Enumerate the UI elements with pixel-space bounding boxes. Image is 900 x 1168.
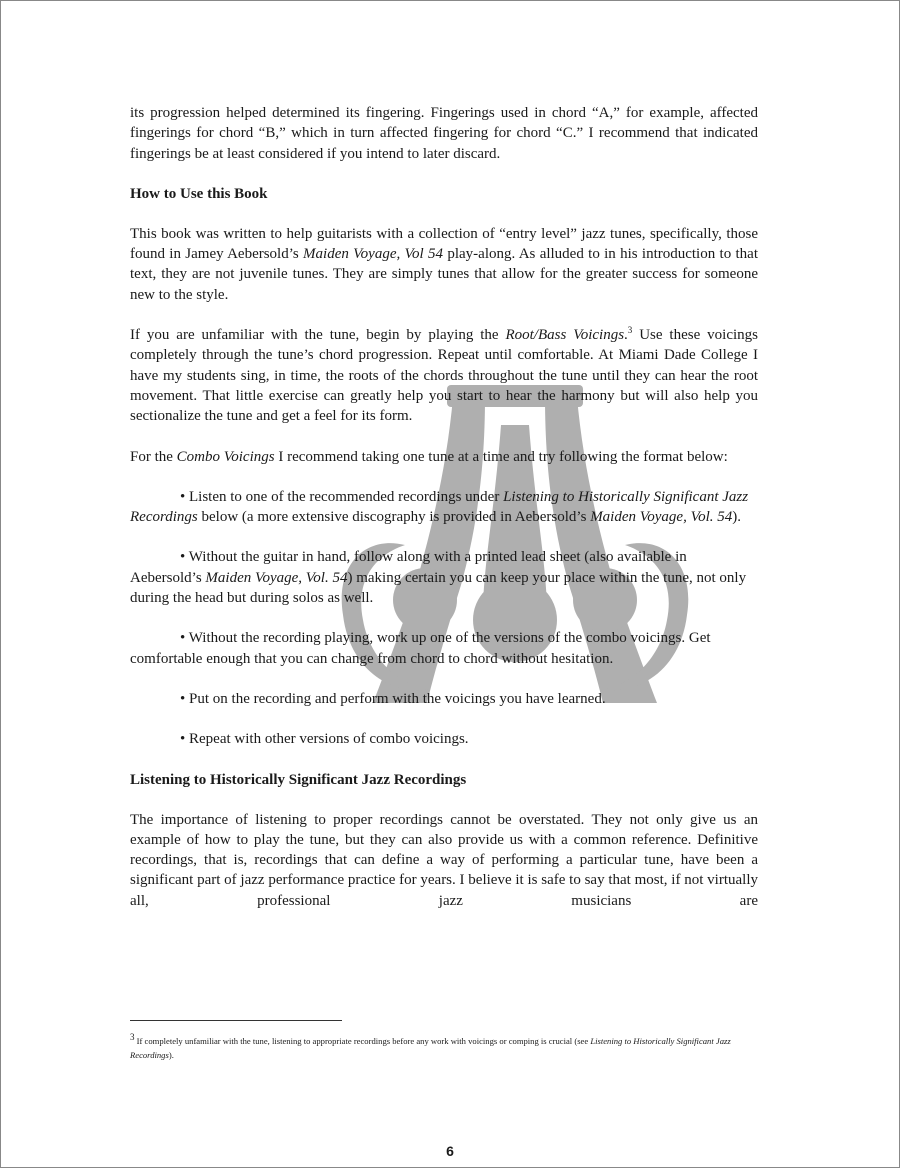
text-run: For the (130, 448, 177, 465)
section-heading-listening: Listening to Historically Significant Jazz Recordings (130, 771, 467, 788)
text-run: ). (732, 509, 741, 526)
book-title: Maiden Voyage, Vol. 54 (205, 569, 348, 586)
footnote-divider (130, 1020, 342, 1021)
bullet-item-4 (130, 689, 758, 709)
bullet-item-5 (130, 729, 758, 749)
text-run: Put on the recording and perform with the voicings you have learned. (185, 690, 606, 707)
page-number: 6 (446, 1143, 454, 1159)
intro-paragraph: its progression helped determined its fingering. Fingerings used in chord “A,” for example, affected fingerings for chord “B,” which in turn affected fingering for chord “C.” I recommend that indicated fingerings be at least considered if you intend to later discard. (130, 105, 758, 162)
bullet-item-3 (130, 628, 758, 669)
section-reference: Combo Voicings (176, 448, 275, 465)
book-title: Maiden Voyage, Vol. 54 (590, 509, 733, 526)
bullet-icon: • (180, 731, 186, 748)
bullet-icon: • (180, 630, 186, 647)
footnote-marker: 3 (627, 325, 633, 336)
footnote-number: 3 (130, 1032, 135, 1043)
text-run: Without the guitar in hand, follow along with a printed lead sheet (also available in Aebersold’s (130, 549, 687, 586)
text-run: . (624, 327, 628, 344)
section-reference: Root/Bass Voicings (505, 327, 625, 344)
footnote (130, 1034, 758, 1062)
text-run: below (a more extensive discography is provided in Aebersold’s (197, 509, 591, 526)
book-title: Maiden Voyage, Vol 54 (303, 246, 444, 263)
text-run: If completely unfamiliar with the tune, listening to appropriate recordings before any work with voicings or comping is crucial (see (134, 1036, 591, 1046)
text-run: This book was written to help guitarists with a collection of “entry level” jazz tunes, specifically, those found in Jamey Aebersold’s (130, 225, 758, 263)
text-run: ). (168, 1050, 174, 1060)
how-to-paragraph-3 (130, 447, 758, 467)
text-run: Without the recording playing, work up one of the versions of the combo voicings. Get comfortable enough that you can change from chord to chord without hesitation. (130, 630, 711, 667)
bullet-icon: • (180, 488, 186, 505)
body-text (130, 103, 758, 911)
how-to-paragraph-1 (130, 224, 758, 305)
text-run: Repeat with other versions of combo voicings. (185, 731, 469, 748)
text-run: Use these voicings completely through the tune’s chord progression. Repeat until comfortable. At Miami Dade College I have my students sing, in time, the roots of the chords throughout the tune until they can hear the root movement. That little exercise can greatly help you start to hear the harmony but will also help you sectionalize the tune and get a feel for its form. (130, 327, 758, 425)
bullet-icon: • (180, 549, 186, 566)
text-run: ) making certain you can keep your place within the tune, not only during the head but during solos as well. (130, 569, 747, 607)
bullet-icon: • (180, 690, 186, 707)
text-run: I recommend taking one tune at a time and try following the format below: (274, 448, 728, 465)
text-run: Listen to one of the recommended recordings under (185, 488, 504, 505)
bullet-item-1 (130, 487, 758, 528)
text-run: play-along. As alluded to in his introduction to that text, they are not juvenile tunes. They are simply tunes that allow for the greater success for someone new to the style. (130, 246, 759, 303)
listening-paragraph: The importance of listening to proper recordings cannot be overstated. They not only give us an example of how to play the tune, but they can also provide us with a common reference. Definitive recordings, that is, recordings that can define a way of performing a particular tune, have been a significant part of jazz performance practice for years. I believe it is safe to say that most, if not virtually all, professional jazz musicians are (130, 811, 758, 909)
bullet-item-2 (130, 547, 758, 608)
section-reference: Listening to Historically Significant Jazz Recordings (130, 1036, 731, 1060)
section-reference: Listening to Historically Significant Jazz Recordings (130, 488, 749, 526)
section-heading-how-to-use: How to Use this Book (130, 185, 268, 202)
text-run: If you are unfamiliar with the tune, begin by playing the (130, 327, 506, 344)
how-to-paragraph-2 (130, 325, 758, 426)
